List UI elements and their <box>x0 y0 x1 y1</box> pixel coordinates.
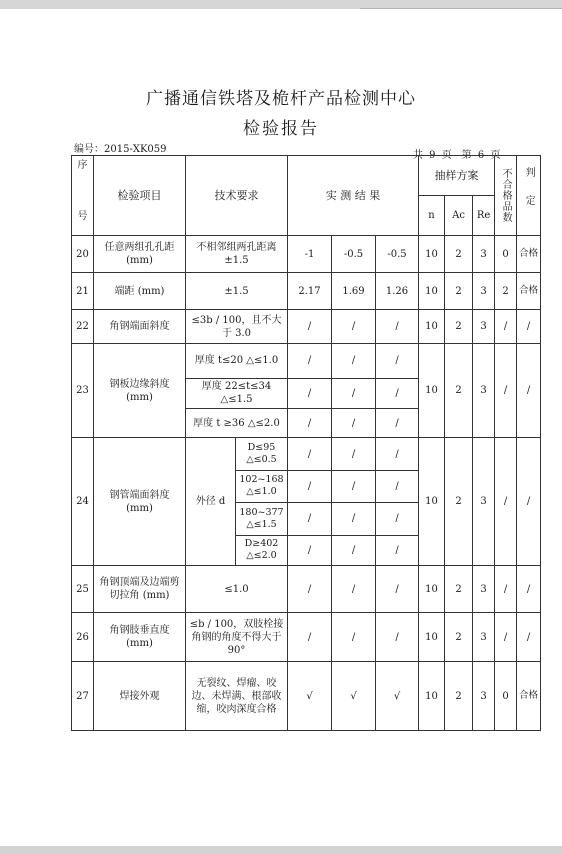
row-result-3: -0.5 <box>376 235 419 272</box>
row-ac: 2 <box>445 613 473 662</box>
header-requirement: 技术要求 <box>186 156 288 236</box>
row-item: 角钢端面斜度 <box>94 309 186 343</box>
row-result-2: / <box>332 378 376 408</box>
row-ac: 2 <box>445 344 473 438</box>
row-result-3: / <box>376 378 419 408</box>
row-no: 24 <box>72 438 94 566</box>
row-judgment: 合格 <box>517 273 541 309</box>
page-info: 共 9 页 第 6 页 <box>413 150 501 161</box>
report-title: 检验报告 <box>243 119 319 139</box>
row-n: 10 <box>419 344 445 438</box>
row-item: 钢管端面斜度 (mm) <box>94 438 186 566</box>
row-result-2: / <box>332 535 376 565</box>
row-item: 焊接外观 <box>94 662 186 731</box>
row-result-3: 1.26 <box>376 273 419 309</box>
row-n: 10 <box>419 438 445 566</box>
row-item: 钢板边缘斜度 (mm) <box>94 344 186 438</box>
row-ac: 2 <box>445 662 473 731</box>
row-result-2: -0.5 <box>332 235 376 272</box>
header-n: n <box>419 196 445 235</box>
row-result-3: / <box>376 565 419 613</box>
row-result-1: √ <box>288 662 332 731</box>
row-requirement: 厚度 t≤20 △≤1.0 <box>186 344 288 378</box>
row-re: 3 <box>473 613 495 662</box>
row-n: 10 <box>419 565 445 613</box>
row-no: 22 <box>72 309 94 343</box>
row-item: 任意两组孔孔距 (mm) <box>94 235 186 272</box>
table-row <box>72 662 541 731</box>
row-item: 角钢顶端及边端剪切拉角 (mm) <box>94 565 186 613</box>
header-item: 检验项目 <box>94 156 186 236</box>
row-judgment: / <box>517 344 541 438</box>
row-no: 25 <box>72 565 94 613</box>
row-requirement: 厚度 22≤t≤34 △≤1.5 <box>186 378 288 408</box>
row-result-1: / <box>288 470 332 502</box>
header-judgment: 判定 <box>517 156 541 236</box>
row-no: 20 <box>72 235 94 272</box>
row-requirement: ≤b / 100，双肢栓接角钢的角度不得大于 90° <box>186 613 288 662</box>
row-result-2: √ <box>332 662 376 731</box>
row-unqualified: / <box>495 309 517 343</box>
header-ac: Ac <box>445 196 473 235</box>
row-unqualified: 0 <box>495 235 517 272</box>
row-result-1: / <box>288 535 332 565</box>
table-row <box>72 344 541 378</box>
row-requirement: ≤1.0 <box>186 565 288 613</box>
header-sampling: 抽样方案 <box>419 156 495 196</box>
row-requirement: ≤3b / 100，且不大于 3.0 <box>186 309 288 343</box>
row-result-2: / <box>332 503 376 535</box>
org-title: 广播通信铁塔及桅杆产品检测中心 <box>146 89 416 109</box>
inspection-table <box>71 155 541 731</box>
row-requirement: D≤95 △≤0.5 <box>236 438 288 470</box>
row-result-2: / <box>332 409 376 438</box>
row-result-3: √ <box>376 662 419 731</box>
row-result-2: / <box>332 565 376 613</box>
row-no: 27 <box>72 662 94 731</box>
row-result-1: / <box>288 438 332 470</box>
row-result-1: / <box>288 344 332 378</box>
row-result-1: 2.17 <box>288 273 332 309</box>
header-result: 实 测 结 果 <box>288 156 419 236</box>
row-n: 10 <box>419 273 445 309</box>
row-unqualified: / <box>495 438 517 566</box>
row-result-1: -1 <box>288 235 332 272</box>
row-result-1: / <box>288 613 332 662</box>
row-result-2: / <box>332 309 376 343</box>
header-seq-top: 序 <box>77 160 88 171</box>
row-judgment: / <box>517 438 541 566</box>
row-re: 3 <box>473 273 495 309</box>
row-result-3: / <box>376 309 419 343</box>
row-unqualified: 0 <box>495 662 517 731</box>
row-no: 21 <box>72 273 94 309</box>
table-row <box>72 273 541 309</box>
doc-number: 编号：2015-XK059 <box>74 144 167 155</box>
row-judgment: 合格 <box>517 662 541 731</box>
table-row <box>72 613 541 662</box>
row-unqualified: 2 <box>495 273 517 309</box>
row-judgment: / <box>517 565 541 613</box>
row-unqualified: / <box>495 344 517 438</box>
row-result-1: / <box>288 565 332 613</box>
row-requirement: D≥402 △≤2.0 <box>236 535 288 565</box>
row-ac: 2 <box>445 438 473 566</box>
row-ac: 2 <box>445 565 473 613</box>
table-row <box>72 235 541 272</box>
row-unqualified: / <box>495 613 517 662</box>
row-ac: 2 <box>445 273 473 309</box>
row-ac: 2 <box>445 235 473 272</box>
row-re: 3 <box>473 344 495 438</box>
row-result-3: / <box>376 535 419 565</box>
row-no: 23 <box>72 344 94 438</box>
header-seq-bottom: 号 <box>77 211 88 222</box>
row-requirement: 不相邻组两孔距离 ±1.5 <box>186 235 288 272</box>
row-re: 3 <box>473 438 495 566</box>
row-result-2: 1.69 <box>332 273 376 309</box>
header-re: Re <box>473 196 495 235</box>
row-requirement: 180~377 △≤1.5 <box>236 503 288 535</box>
row-n: 10 <box>419 309 445 343</box>
row-re: 3 <box>473 565 495 613</box>
row-judgment: / <box>517 309 541 343</box>
table-row <box>72 309 541 343</box>
row-result-3: / <box>376 613 419 662</box>
row-judgment: 合格 <box>517 235 541 272</box>
row-result-3: / <box>376 470 419 502</box>
row-re: 3 <box>473 309 495 343</box>
row-result-3: / <box>376 344 419 378</box>
row-outer-diameter-label: 外径 d <box>186 438 236 566</box>
row-result-1: / <box>288 309 332 343</box>
row-result-3: / <box>376 438 419 470</box>
row-n: 10 <box>419 662 445 731</box>
row-no: 26 <box>72 613 94 662</box>
table-row <box>72 565 541 613</box>
table-row <box>72 438 541 470</box>
scan-top-line <box>360 8 562 9</box>
row-result-1: / <box>288 409 332 438</box>
row-judgment: / <box>517 613 541 662</box>
row-requirement: 无裂纹、焊瘤、咬边、未焊满、根部收缩，咬肉深度合格 <box>186 662 288 731</box>
row-re: 3 <box>473 662 495 731</box>
row-result-1: / <box>288 503 332 535</box>
header-unqualified: 不合格品数 <box>495 156 517 236</box>
row-ac: 2 <box>445 309 473 343</box>
header-seq <box>72 156 94 236</box>
row-requirement: ±1.5 <box>186 273 288 309</box>
row-result-2: / <box>332 470 376 502</box>
row-n: 10 <box>419 235 445 272</box>
row-result-2: / <box>332 344 376 378</box>
row-unqualified: / <box>495 565 517 613</box>
row-result-1: / <box>288 378 332 408</box>
row-result-3: / <box>376 503 419 535</box>
row-result-2: / <box>332 613 376 662</box>
row-result-2: / <box>332 438 376 470</box>
row-requirement: 102~168 △≤1.0 <box>236 470 288 502</box>
row-item: 角钢肢垂直度 (mm) <box>94 613 186 662</box>
row-result-3: / <box>376 409 419 438</box>
row-re: 3 <box>473 235 495 272</box>
row-requirement: 厚度 t ≥36 △≤2.0 <box>186 409 288 438</box>
row-item: 端距 (mm) <box>94 273 186 309</box>
row-n: 10 <box>419 613 445 662</box>
scan-bottom-edge <box>0 846 562 854</box>
